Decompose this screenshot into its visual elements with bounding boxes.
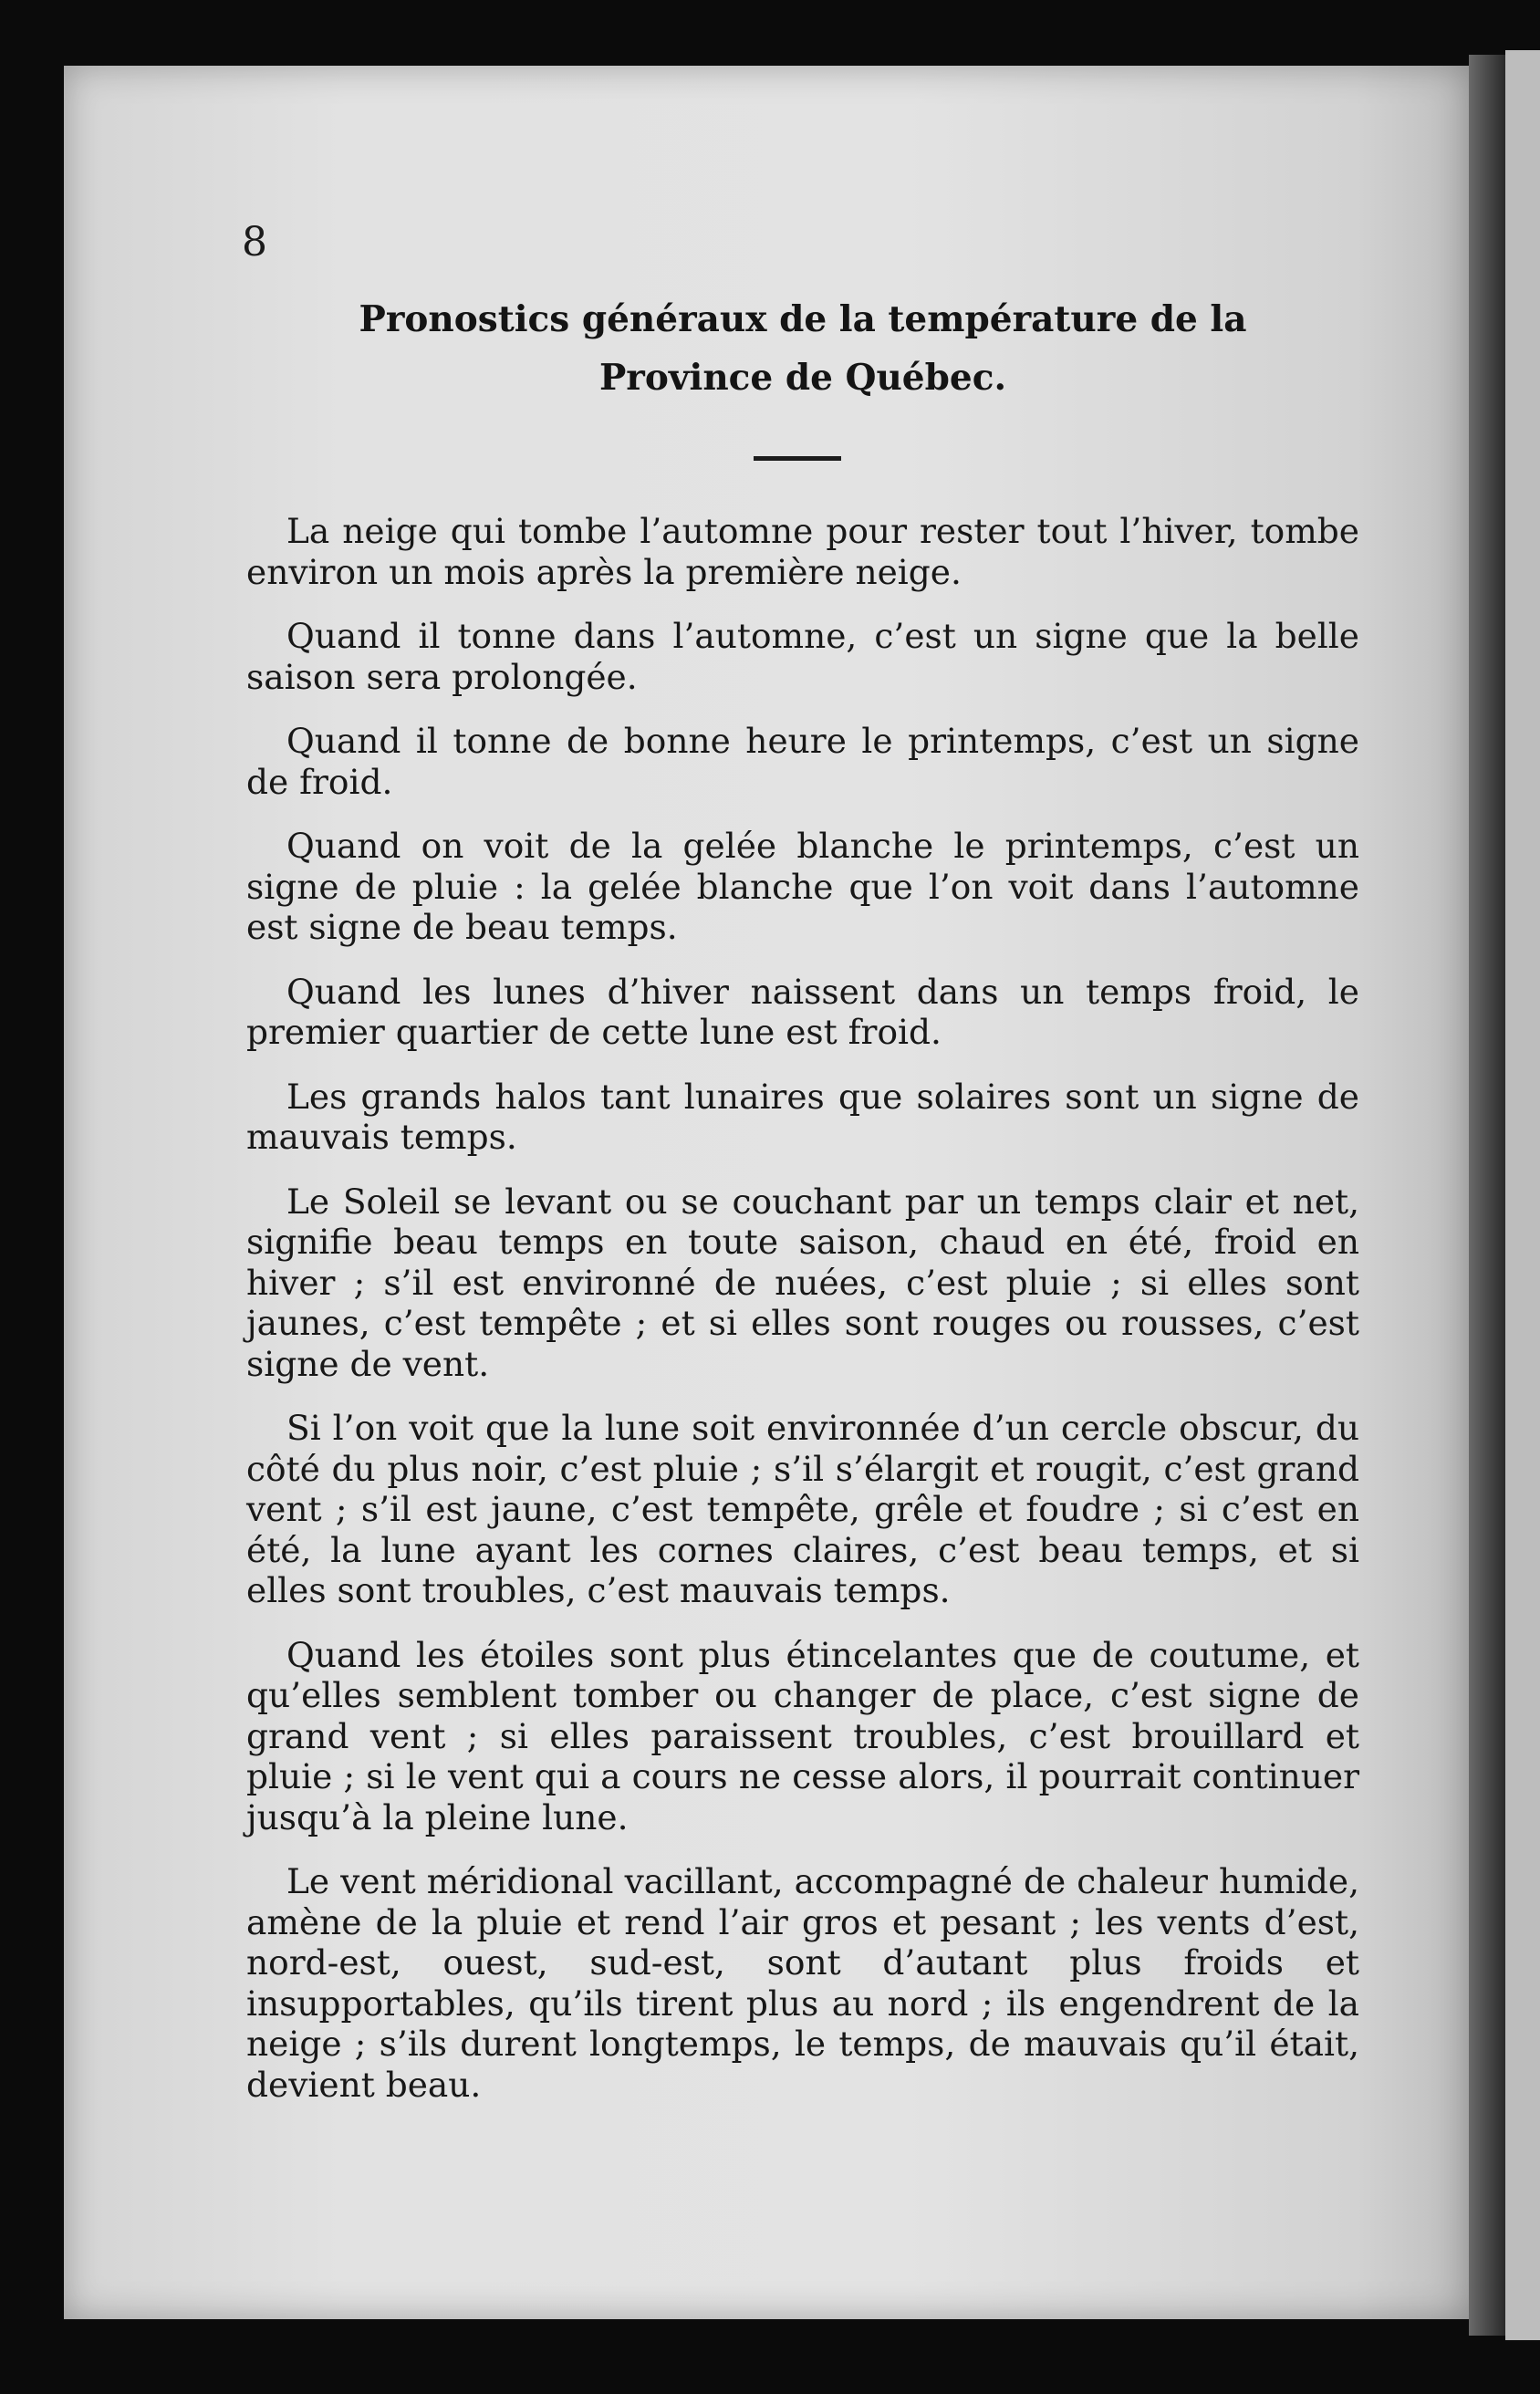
page-title-line-2: Province de Québec. (598, 357, 1007, 399)
facing-page-edge (1505, 50, 1540, 2340)
page-number: 8 (242, 219, 267, 265)
paragraph: Si l’on voit que la lune soit environnée d’un cercle obscur, du côté du plus noir, c’est pluie ; s’il s’élargit et rougit, c’est grand vent ; s’il est jaune, c’est tempête, grêle et foudre ; si c’est en été, la lune ayant les cornes claires, c’est beau temps, et si elles sont troubles, c’est mauvais temps. (246, 1408, 1359, 1610)
paragraph: Quand on voit de la gelée blanche le printemps, c’est un signe de pluie : la gelée blanche que l’on voit dans l’automne est signe de beau temps. (246, 826, 1359, 947)
page-title (246, 290, 1359, 407)
body-text (246, 511, 1359, 2129)
paragraph: Le Soleil se levant ou se couchant par un temps clair et net, signifie beau temps en toute saison, chaud en été, froid en hiver ; s’il est environné de nuées, c’est pluie ; si elles sont jaunes, c’est tempête ; et si elles sont rouges ou rousses, c’est signe de vent. (246, 1181, 1359, 1384)
paragraph: Les grands halos tant lunaires que solaires sont un signe de mauvais temps. (246, 1076, 1359, 1157)
paragraph: Quand il tonne dans l’automne, c’est un signe que la belle saison sera prolongée. (246, 616, 1359, 697)
page-title-line-1: Pronostics généraux de la température de la (359, 298, 1247, 340)
paragraph: La neige qui tombe l’automne pour rester tout l’hiver, tombe environ un mois après la première neige. (246, 511, 1359, 592)
paragraph: Quand les étoiles sont plus étincelantes que de coutume, et qu’elles semblent tomber ou changer de place, c’est signe de grand vent ; si elles paraissent troubles, c’est brouillard et pluie ; si le vent qui a cours ne cesse alors, il pourrait continuer jusqu’à la pleine lune. (246, 1634, 1359, 1837)
paragraph: Le vent méridional vacillant, accompagné de chaleur humide, amène de la pluie et rend l’air gros et pesant ; les vents d’est, nord-est, ouest, sud-est, sont d’autant plus froids et insupportables, qu’ils tirent plus au nord ; ils engendrent de la neige ; s’ils durent longtemps, le temps, de mauvais qu’il était, devient beau. (246, 1861, 1359, 2105)
book-spine (1469, 55, 1505, 2336)
paragraph: Quand les lunes d’hiver naissent dans un temps froid, le premier quartier de cette lune est froid. (246, 971, 1359, 1052)
title-divider (754, 456, 841, 461)
paragraph: Quand il tonne de bonne heure le printemps, c’est un signe de froid. (246, 721, 1359, 802)
